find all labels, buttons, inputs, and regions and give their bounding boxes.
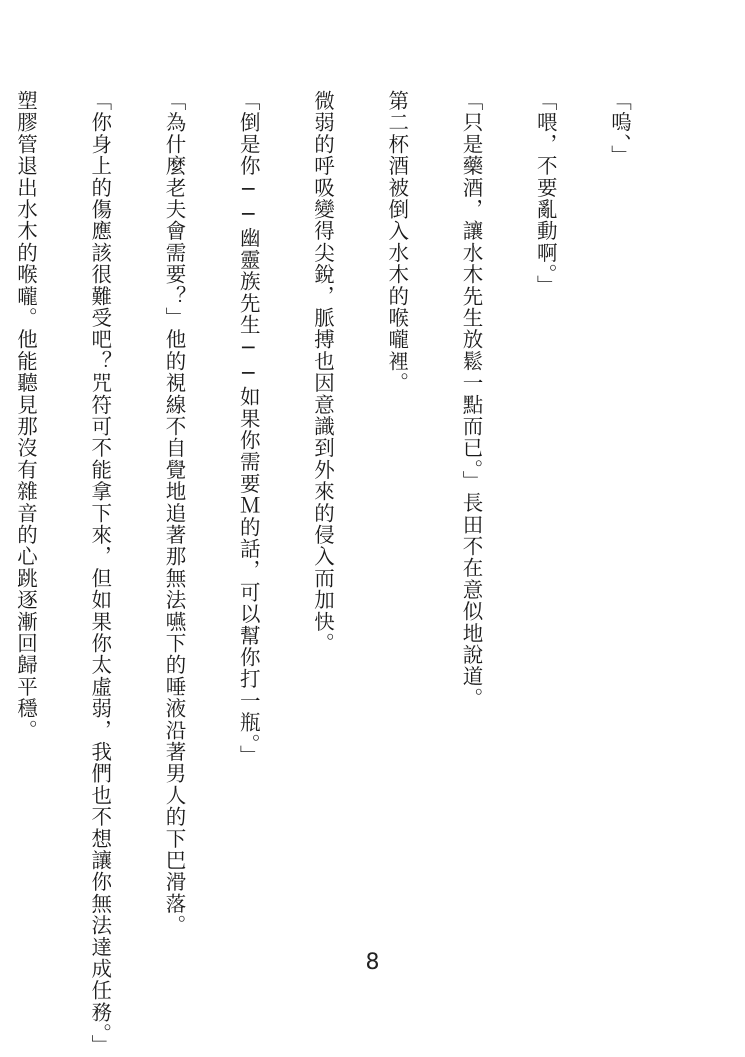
text-line: 「嗚、」 <box>607 90 632 167</box>
page-number: 8 <box>365 950 380 975</box>
text-line: 「只是藥酒，讓水木先生放鬆一點而已。」長田不在意似地說道。 <box>459 90 483 710</box>
text-line: 塑膠管退出水木的喉嚨。他能聽見那沒有雜音的心跳逐漸回歸平穩。 <box>13 90 38 741</box>
text-line: 微弱的呼吸變得尖銳，脈搏也因意識到外來的侵入而加快。 <box>310 90 335 655</box>
text-line: 「為什麼老夫會需要？」他的視線不自覺地追著那無法嚥下的唾液沿著男人的下巴滑落。 <box>162 90 186 937</box>
text-line: 「倒是你──幽靈族先生──如果你需要Ｍ的話，可以幫你打一瓶。」 <box>236 90 261 767</box>
text-line: 「你身上的傷應該很難受吧？咒符可不能拿下來，但如果你太虛弱，我們也不想讓你無法達成任務。」 <box>87 90 112 1057</box>
text-line: 第二杯酒被倒入水木的喉嚨裡。 <box>384 90 409 394</box>
text-line: 「喂，不要亂動啊。」 <box>533 90 558 297</box>
vertical-text-body <box>0 90 681 1057</box>
